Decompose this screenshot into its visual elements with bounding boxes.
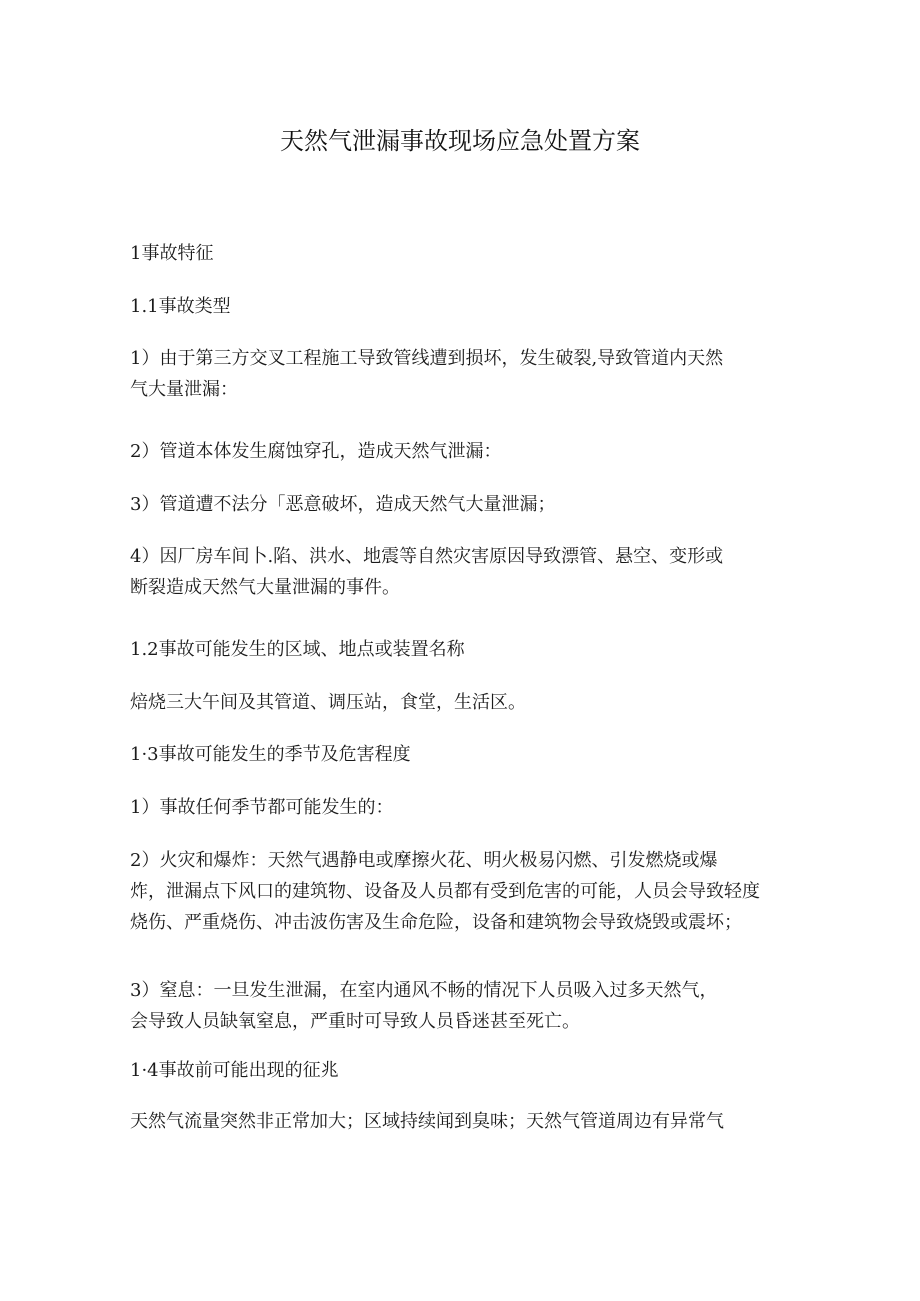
- paragraph-line: 1.1事故类型: [130, 296, 231, 317]
- paragraph-line: 1.2事故可能发生的区域、地点或装置名称: [130, 639, 465, 660]
- document-title: 天然气泄漏事故现场应急处置方案: [280, 127, 640, 155]
- paragraph: [130, 1055, 790, 1086]
- paragraph: [130, 489, 790, 520]
- paragraph: [130, 238, 790, 269]
- paragraph-line: 2）管道本体发生腐蚀穿孔，造成天然气泄漏：: [130, 441, 502, 462]
- paragraph: [130, 792, 790, 823]
- paragraph-line: 断裂造成天然气大量泄漏的事件。: [130, 577, 400, 598]
- paragraph: [130, 687, 790, 718]
- paragraph-line: 3）管道遭不法分「恶意破坏，造成天然气大量泄漏；: [130, 494, 556, 515]
- paragraph-line: 1）由于第三方交叉工程施工导致管线遭到损坏，发生破裂,导致管道内天然: [130, 348, 724, 369]
- paragraph: [130, 975, 790, 1037]
- paragraph: [130, 541, 790, 603]
- paragraph: [130, 845, 790, 938]
- paragraph-line: 天然气流量突然非正常加大；区域持续闻到臭味；天然气管道周边有异常气: [130, 1111, 724, 1132]
- paragraph-line: 3）窒息：一旦发生泄漏，在室内通风不畅的情况下人员吸入过多天然气，: [130, 980, 718, 1001]
- paragraph: [130, 343, 790, 405]
- paragraph: [130, 1106, 790, 1137]
- paragraph-line: 焙烧三大午间及其管道、调压站，食堂，生活区。: [130, 692, 526, 713]
- paragraph-line: 2）火灾和爆炸：天然气遇静电或摩擦火花、明火极易闪燃、引发燃烧或爆: [130, 850, 718, 871]
- paragraph-line: 4）因厂房车间卜.陷、洪水、地震等自然灾害原因导致漂管、悬空、变形或: [130, 546, 724, 567]
- paragraph: [130, 436, 790, 467]
- paragraph: [130, 291, 790, 322]
- paragraph-line: 烧伤、严重烧伤、冲击波伤害及生命危险，设备和建筑物会导致烧毁或震坏；: [130, 912, 742, 933]
- paragraph-line: 1·4事故前可能出现的征兆: [130, 1060, 339, 1081]
- paragraph-line: 1事故特征: [130, 243, 214, 264]
- paragraph-line: 1）事故任何季节都可能发生的：: [130, 797, 394, 818]
- paragraph-line: 炸，泄漏点下风口的建筑物、设备及人员都有受到危害的可能，人员会导致轻度: [130, 881, 760, 902]
- paragraph-line: 气大量泄漏：: [130, 379, 238, 400]
- paragraph: [130, 634, 790, 665]
- paragraph: [130, 739, 790, 770]
- paragraph-line: 会导致人员缺氧窒息，严重时可导致人员昏迷甚至死亡。: [130, 1011, 580, 1032]
- paragraph-line: 1·3事故可能发生的季节及危害程度: [130, 744, 411, 765]
